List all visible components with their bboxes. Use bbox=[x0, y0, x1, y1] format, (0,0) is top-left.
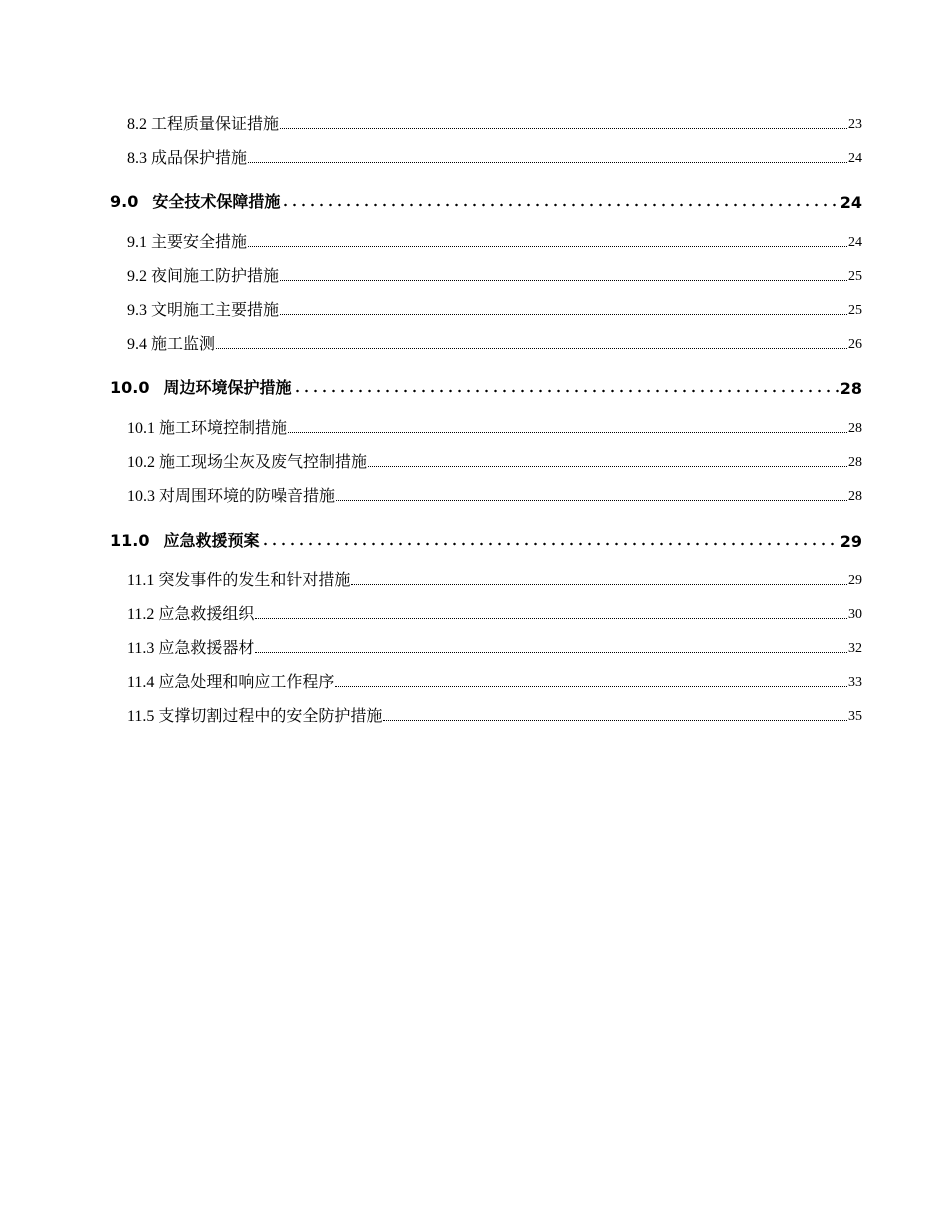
toc-leader-dots bbox=[280, 280, 847, 281]
toc-entry-label: 11.3 应急救援器材 bbox=[127, 640, 255, 657]
toc-leader-dots bbox=[280, 128, 847, 129]
toc-entry[interactable] bbox=[127, 484, 862, 506]
toc-entry[interactable] bbox=[127, 602, 862, 624]
toc-chapter-number: 11.0 bbox=[110, 531, 150, 550]
toc-entry-label: 10.3 对周围环境的防噪音措施 bbox=[127, 488, 336, 505]
toc-page-number: 35 bbox=[848, 709, 862, 724]
toc-page-number: 25 bbox=[848, 303, 862, 318]
toc-leader-dots bbox=[293, 389, 839, 393]
toc-leader-dots bbox=[335, 686, 847, 687]
toc-entry-label: 11.4 应急处理和响应工作程序 bbox=[127, 674, 335, 691]
toc-page-number: 23 bbox=[848, 117, 862, 132]
toc-entry-label: 8.3 成品保护措施 bbox=[127, 150, 248, 167]
toc-entry-label: 11.1 突发事件的发生和针对措施 bbox=[127, 572, 351, 589]
toc-entry-label: 8.2 工程质量保证措施 bbox=[127, 116, 280, 133]
toc-chapter-title: 周边环境保护措施 bbox=[163, 378, 292, 397]
toc-entry[interactable] bbox=[127, 568, 862, 590]
toc-leader-dots bbox=[248, 162, 847, 163]
toc-chapter-number: 10.0 bbox=[110, 378, 150, 397]
toc-page-number: 28 bbox=[848, 489, 862, 504]
toc-entry[interactable] bbox=[127, 298, 862, 320]
toc-page-number: 24 bbox=[848, 235, 862, 250]
toc-leader-dots bbox=[248, 246, 847, 247]
toc-entry-label: 9.2 夜间施工防护措施 bbox=[127, 268, 280, 285]
toc-entry[interactable] bbox=[127, 416, 862, 438]
toc-page-number: 28 bbox=[848, 455, 862, 470]
toc-page-number: 25 bbox=[848, 269, 862, 284]
toc-entry[interactable] bbox=[127, 450, 862, 472]
toc-page-number: 26 bbox=[848, 337, 862, 352]
toc-entry[interactable] bbox=[127, 146, 862, 168]
toc-leader-dots bbox=[336, 500, 847, 501]
toc-leader-dots bbox=[255, 652, 847, 653]
toc-leader-dots bbox=[280, 314, 847, 315]
toc-chapter-entry[interactable] bbox=[110, 527, 862, 551]
toc-leader-dots bbox=[216, 348, 847, 349]
toc-entry-label: 10.1 施工环境控制措施 bbox=[127, 420, 288, 437]
toc-chapter-label bbox=[110, 375, 292, 398]
toc-leader-dots bbox=[351, 584, 847, 585]
toc-entry-label: 9.4 施工监测 bbox=[127, 336, 216, 353]
toc-chapter-entry[interactable] bbox=[110, 374, 862, 398]
toc-chapter-number: 9.0 bbox=[110, 192, 139, 211]
toc-entry[interactable] bbox=[127, 264, 862, 286]
toc-entry-label: 9.3 文明施工主要措施 bbox=[127, 302, 280, 319]
toc-page-number: 33 bbox=[848, 675, 862, 690]
toc-page-number: 28 bbox=[839, 379, 862, 398]
toc-page-number: 24 bbox=[839, 193, 862, 212]
toc-leader-dots bbox=[383, 720, 847, 721]
toc-entry[interactable] bbox=[127, 636, 862, 658]
toc-chapter-title: 安全技术保障措施 bbox=[152, 192, 281, 211]
toc-entry-label: 10.2 施工现场尘灰及废气控制措施 bbox=[127, 454, 368, 471]
toc-entry[interactable] bbox=[127, 704, 862, 726]
toc-chapter-label bbox=[110, 528, 260, 551]
toc-entry[interactable] bbox=[127, 112, 862, 134]
toc-entry[interactable] bbox=[127, 332, 862, 354]
toc-leader-dots bbox=[368, 466, 847, 467]
toc-leader-dots bbox=[261, 542, 839, 546]
toc-entry-label: 11.5 支撑切割过程中的安全防护措施 bbox=[127, 708, 383, 725]
toc-page-number: 28 bbox=[848, 421, 862, 436]
toc-page-number: 30 bbox=[848, 607, 862, 622]
toc-leader-dots bbox=[288, 432, 847, 433]
toc-page-number: 29 bbox=[839, 532, 862, 551]
toc-chapter-label bbox=[110, 189, 280, 212]
toc-entry[interactable] bbox=[127, 230, 862, 252]
toc-entry-label: 9.1 主要安全措施 bbox=[127, 234, 248, 251]
toc-entry[interactable] bbox=[127, 670, 862, 692]
toc-chapter-title: 应急救援预案 bbox=[163, 531, 260, 550]
toc-leader-dots bbox=[281, 203, 838, 207]
toc-page-number: 29 bbox=[848, 573, 862, 588]
toc-entry-label: 11.2 应急救援组织 bbox=[127, 606, 255, 623]
toc-leader-dots bbox=[255, 618, 847, 619]
toc-page-number: 32 bbox=[848, 641, 862, 656]
toc-chapter-entry[interactable] bbox=[110, 188, 862, 212]
toc-page-number: 24 bbox=[848, 151, 862, 166]
